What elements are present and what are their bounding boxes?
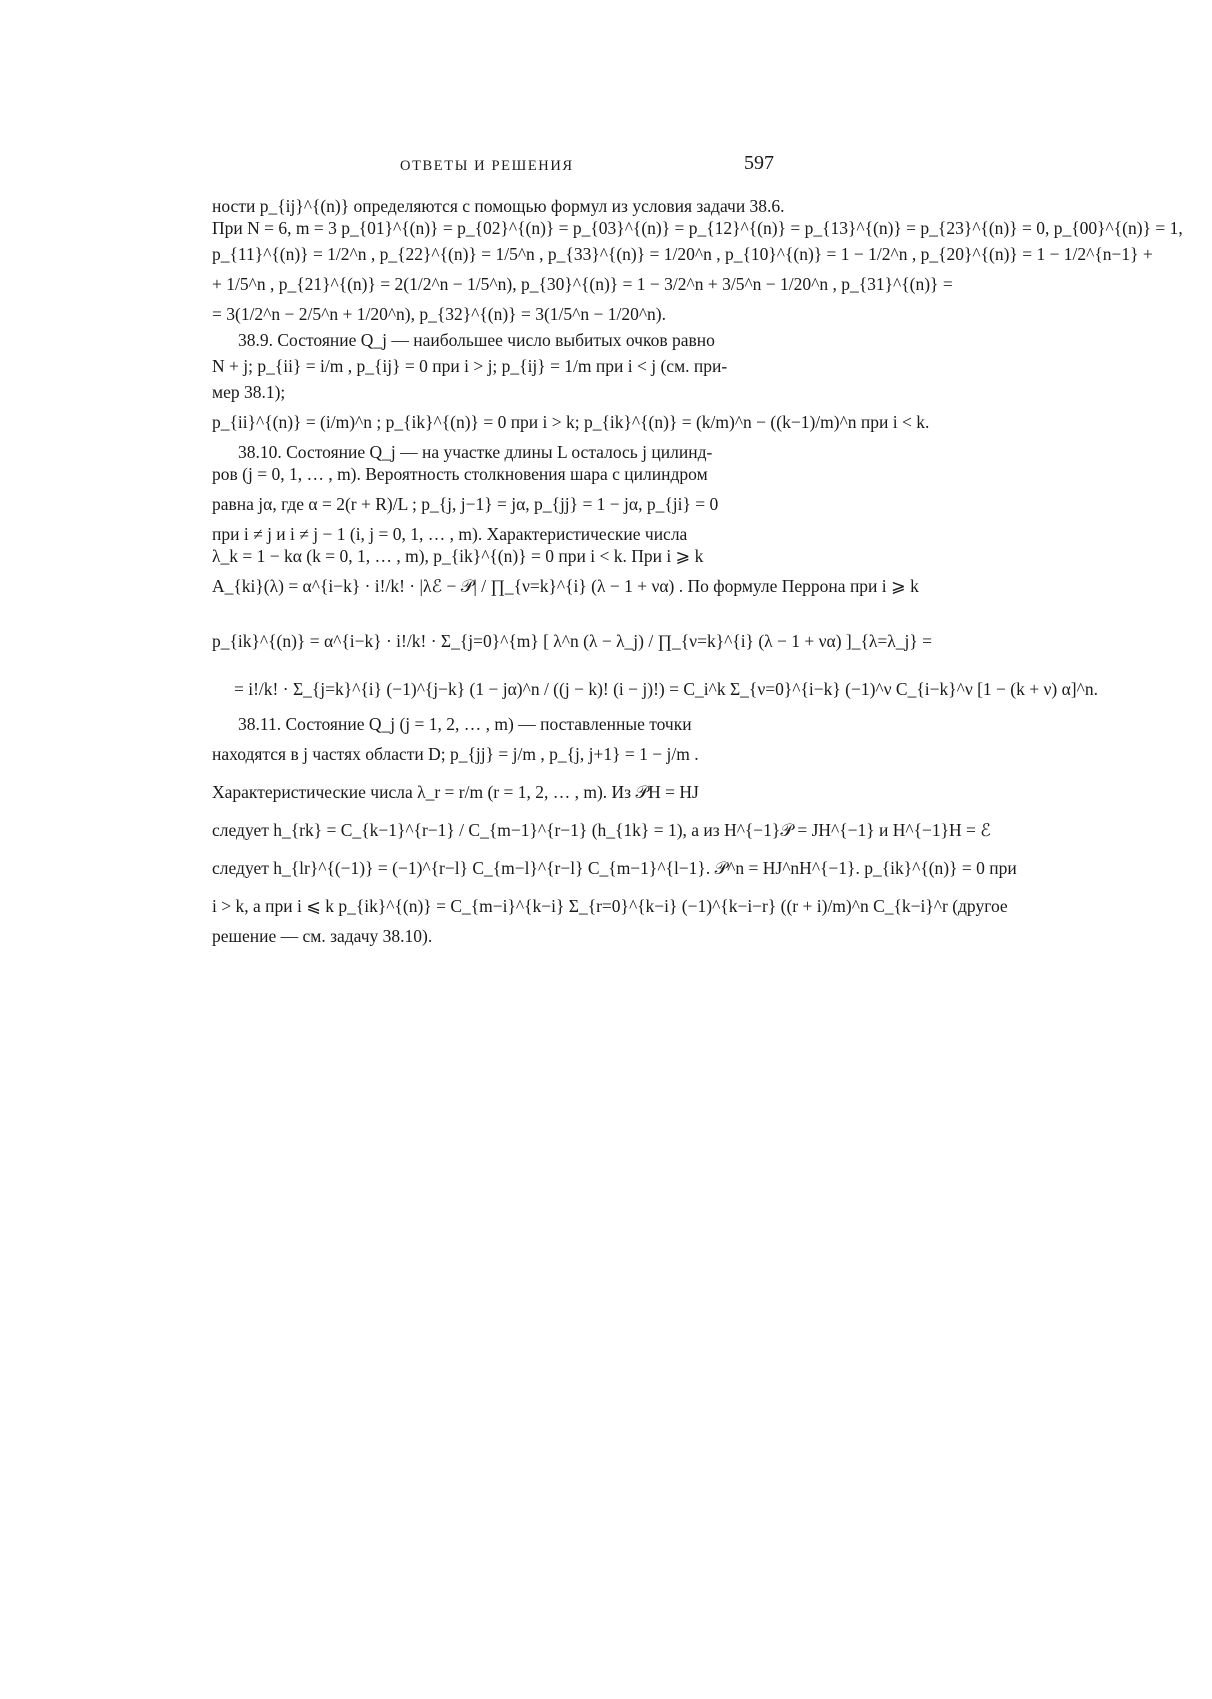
- formula-line: равна jα, где α = 2(r + R)/L ; p_{j, j−1} = jα, p_{jj} = 1 − jα, p_{ji} = 0: [212, 494, 719, 514]
- formula-line: находятся в j частях области D; p_{jj} = j/m , p_{j, j+1} = 1 − j/m .: [212, 744, 699, 764]
- formula-line: = 3(1/2^n − 2/5^n + 1/20^n), p_{32}^{(n)} = 3(1/5^n − 1/20^n).: [212, 304, 666, 324]
- text-line: при i ≠ j и i ≠ j − 1 (i, j = 0, 1, … , m). Характеристические числа: [212, 524, 688, 544]
- problem-38-11-heading: 38.11. Состояние Q_j (j = 1, 2, … , m) — поставленные точки: [238, 714, 692, 734]
- formula-line: p_{11}^{(n)} = 1/2^n , p_{22}^{(n)} = 1/5^n , p_{33}^{(n)} = 1/20^n , p_{10}^{(n)} = 1 − 1/2^n , p_{20}^{(n)} = 1 − 1/2^{n−1} +: [212, 244, 1153, 264]
- text-line: мер 38.1);: [212, 382, 286, 402]
- formula-line: следует h_{lr}^{(−1)} = (−1)^{r−l} C_{m−l}^{r−l} C_{m−1}^{l−1}. 𝒫^n = HJ^nH^{−1}. p_{ik}^{(n)} = 0 при: [212, 858, 1017, 878]
- problem-38-10-heading: 38.10. Состояние Q_j — на участке длины L осталось j цилинд-: [238, 442, 713, 462]
- text-line: Характеристические числа λ_r = r/m (r = 1, 2, … , m). Из 𝒫H = HJ: [212, 782, 699, 802]
- formula-line: + 1/5^n , p_{21}^{(n)} = 2(1/2^n − 1/5^n), p_{30}^{(n)} = 1 − 3/2^n + 3/5^n − 1/20^n , p_{31}^{(n)} =: [212, 274, 953, 294]
- page-body: [212, 195, 1183, 947]
- problem-38-9-heading: 38.9. Состояние Q_j — наибольшее число выбитых очков равно: [238, 330, 715, 350]
- text-line: При N = 6, m = 3 p_{01}^{(n)} = p_{02}^{(n)} = p_{03}^{(n)} = p_{12}^{(n)} = p_{13}^{(n)} = p_{23}^{(n)} = 0, p_{00}^{(n)} = 1,: [212, 218, 1183, 238]
- text-line: ров (j = 0, 1, … , m). Вероятность столкновения шара с цилиндром: [212, 464, 708, 484]
- formula-line: следует h_{rk} = C_{k−1}^{r−1} / C_{m−1}^{r−1} (h_{1k} = 1), а из H^{−1}𝒫 = JH^{−1} и H^{−1}H = ℰ: [212, 820, 991, 840]
- text-line: решение — см. задачу 38.10).: [212, 926, 433, 946]
- text-line: ности p_{ij}^{(n)} определяются с помощью формул из условия задачи 38.6.: [212, 196, 785, 216]
- running-title: ОТВЕТЫ И РЕШЕНИЯ: [400, 158, 574, 174]
- text-line: N + j; p_{ii} = i/m , p_{ij} = 0 при i > j; p_{ij} = 1/m при i < j (см. при-: [212, 356, 728, 376]
- display-formula: p_{ik}^{(n)} = α^{i−k} · i!/k! · Σ_{j=0}^{m} [ λ^n (λ − λ_j) / ∏_{ν=k}^{i} (λ − 1 + να) ]_{λ=λ_j} =: [212, 631, 932, 651]
- display-formula: = i!/k! · Σ_{j=k}^{i} (−1)^{j−k} (1 − jα)^n / ((j − k)! (i − j)!) = C_i^k Σ_{ν=0}^{i−k} (−1)^ν C_{i−k}^ν [1 − (k + ν) α]^n.: [234, 679, 1098, 699]
- formula-line: A_{ki}(λ) = α^{i−k} · i!/k! · |λℰ − 𝒫| / ∏_{ν=k}^{i} (λ − 1 + να) . По формуле Перрона при i ⩾ k: [212, 576, 919, 596]
- formula-line: i > k, а при i ⩽ k p_{ik}^{(n)} = C_{m−i}^{k−i} Σ_{r=0}^{k−i} (−1)^{k−i−r} ((r + i)/m)^n C_{k−i}^r (другое: [212, 896, 1008, 916]
- text-line: λ_k = 1 − kα (k = 0, 1, … , m), p_{ik}^{(n)} = 0 при i < k. При i ⩾ k: [212, 546, 704, 566]
- page-header: [212, 152, 774, 182]
- formula-line: p_{ii}^{(n)} = (i/m)^n ; p_{ik}^{(n)} = 0 при i > k; p_{ik}^{(n)} = (k/m)^n − ((k−1)/m)^n при i < k.: [212, 412, 930, 432]
- page-number: 597: [744, 152, 774, 174]
